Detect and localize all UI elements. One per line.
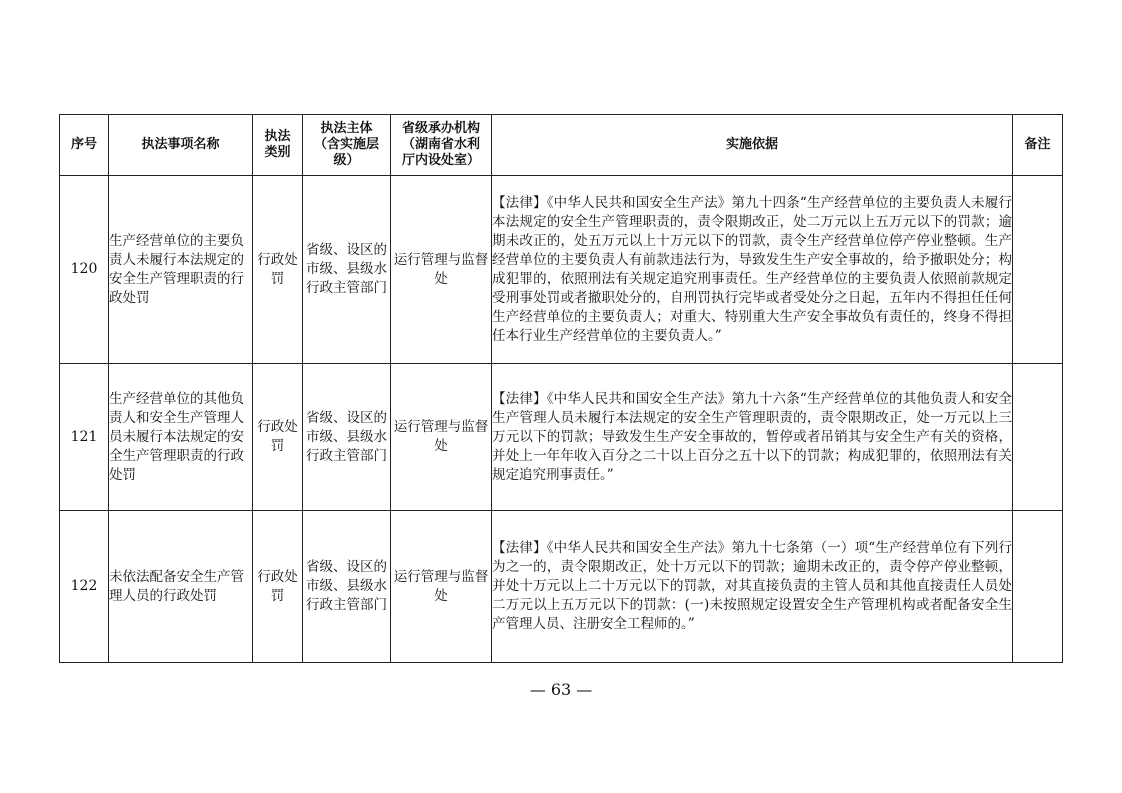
header-name: 执法事项名称 — [109, 115, 253, 176]
row-subject: 省级、设区的市级、县级水行政主管部门 — [303, 364, 391, 511]
table-row — [60, 364, 1063, 511]
row-org: 运行管理与监督处 — [391, 176, 492, 364]
row-name: 生产经营单位的其他负责人和安全生产管理人员未履行本法规定的安全生产管理职责的行政处罚 — [109, 364, 253, 511]
row-remark — [1013, 176, 1063, 364]
header-basis: 实施依据 — [492, 115, 1013, 176]
table-row — [60, 176, 1063, 364]
row-category: 行政处罚 — [253, 364, 303, 511]
row-name: 生产经营单位的主要负责人未履行本法规定的安全生产管理职责的行政处罚 — [109, 176, 253, 364]
row-basis: 【法律】《中华人民共和国安全生产法》第九十七条第（一）项“生产经营单位有下列行为之一的，责令限期改正，处十万元以下的罚款；逾期未改正的，责令停产停业整顿，并处十万元以上二十万元以下的罚款，对其直接负责的主管人员和其他直接责任人员处二万元以上五万元以下的罚款：(一)未按照规定设置安全生产管理机构或者配备安全生产管理人员、注册安全工程师的。” — [492, 511, 1013, 663]
header-row — [60, 115, 1063, 176]
row-subject: 省级、设区的市级、县级水行政主管部门 — [303, 511, 391, 663]
row-remark — [1013, 364, 1063, 511]
row-basis: 【法律】《中华人民共和国安全生产法》第九十四条“生产经营单位的主要负责人未履行本法规定的安全生产管理职责的，责令限期改正，处二万元以上五万元以下的罚款；逾期未改正的，处五万元以上十万元以下的罚款，责令生产经营单位停产停业整顿。生产经营单位的主要负责人有前款违法行为，导致发生生产安全事故的，给予撤职处分；构成犯罪的，依照刑法有关规定追究刑事责任。生产经营单位的主要负责人依照前款规定受刑事处罚或者撤职处分的，自刑罚执行完毕或者受处分之日起，五年内不得担任任何生产经营单位的主要负责人；对重大、特别重大生产安全事故负有责任的，终身不得担任本行业生产经营单位的主要负责人。” — [492, 176, 1013, 364]
row-seq: 122 — [60, 511, 109, 663]
header-seq: 序号 — [60, 115, 109, 176]
table-row — [60, 511, 1063, 663]
row-subject: 省级、设区的市级、县级水行政主管部门 — [303, 176, 391, 364]
header-org: 省级承办机构 （湖南省水利 厅内设处室） — [391, 115, 492, 176]
row-seq: 120 — [60, 176, 109, 364]
row-org: 运行管理与监督处 — [391, 511, 492, 663]
row-category: 行政处罚 — [253, 176, 303, 364]
row-org: 运行管理与监督处 — [391, 364, 492, 511]
header-subject: 执法主体 （含实施层 级） — [303, 115, 391, 176]
header-category: 执法 类别 — [253, 115, 303, 176]
page-number: — 63 — — [529, 680, 593, 699]
row-name: 未依法配备安全生产管理人员的行政处罚 — [109, 511, 253, 663]
enforcement-table — [59, 114, 1063, 663]
row-seq: 121 — [60, 364, 109, 511]
row-remark — [1013, 511, 1063, 663]
header-remark: 备注 — [1013, 115, 1063, 176]
row-basis: 【法律】《中华人民共和国安全生产法》第九十六条“生产经营单位的其他负责人和安全生产管理人员未履行本法规定的安全生产管理职责的，责令限期改正，处一万元以上三万元以下的罚款；导致发生生产安全事故的，暂停或者吊销其与安全生产有关的资格，并处上一年年收入百分之二十以上百分之五十以下的罚款；构成犯罪的，依照刑法有关规定追究刑事责任。” — [492, 364, 1013, 511]
row-category: 行政处罚 — [253, 511, 303, 663]
